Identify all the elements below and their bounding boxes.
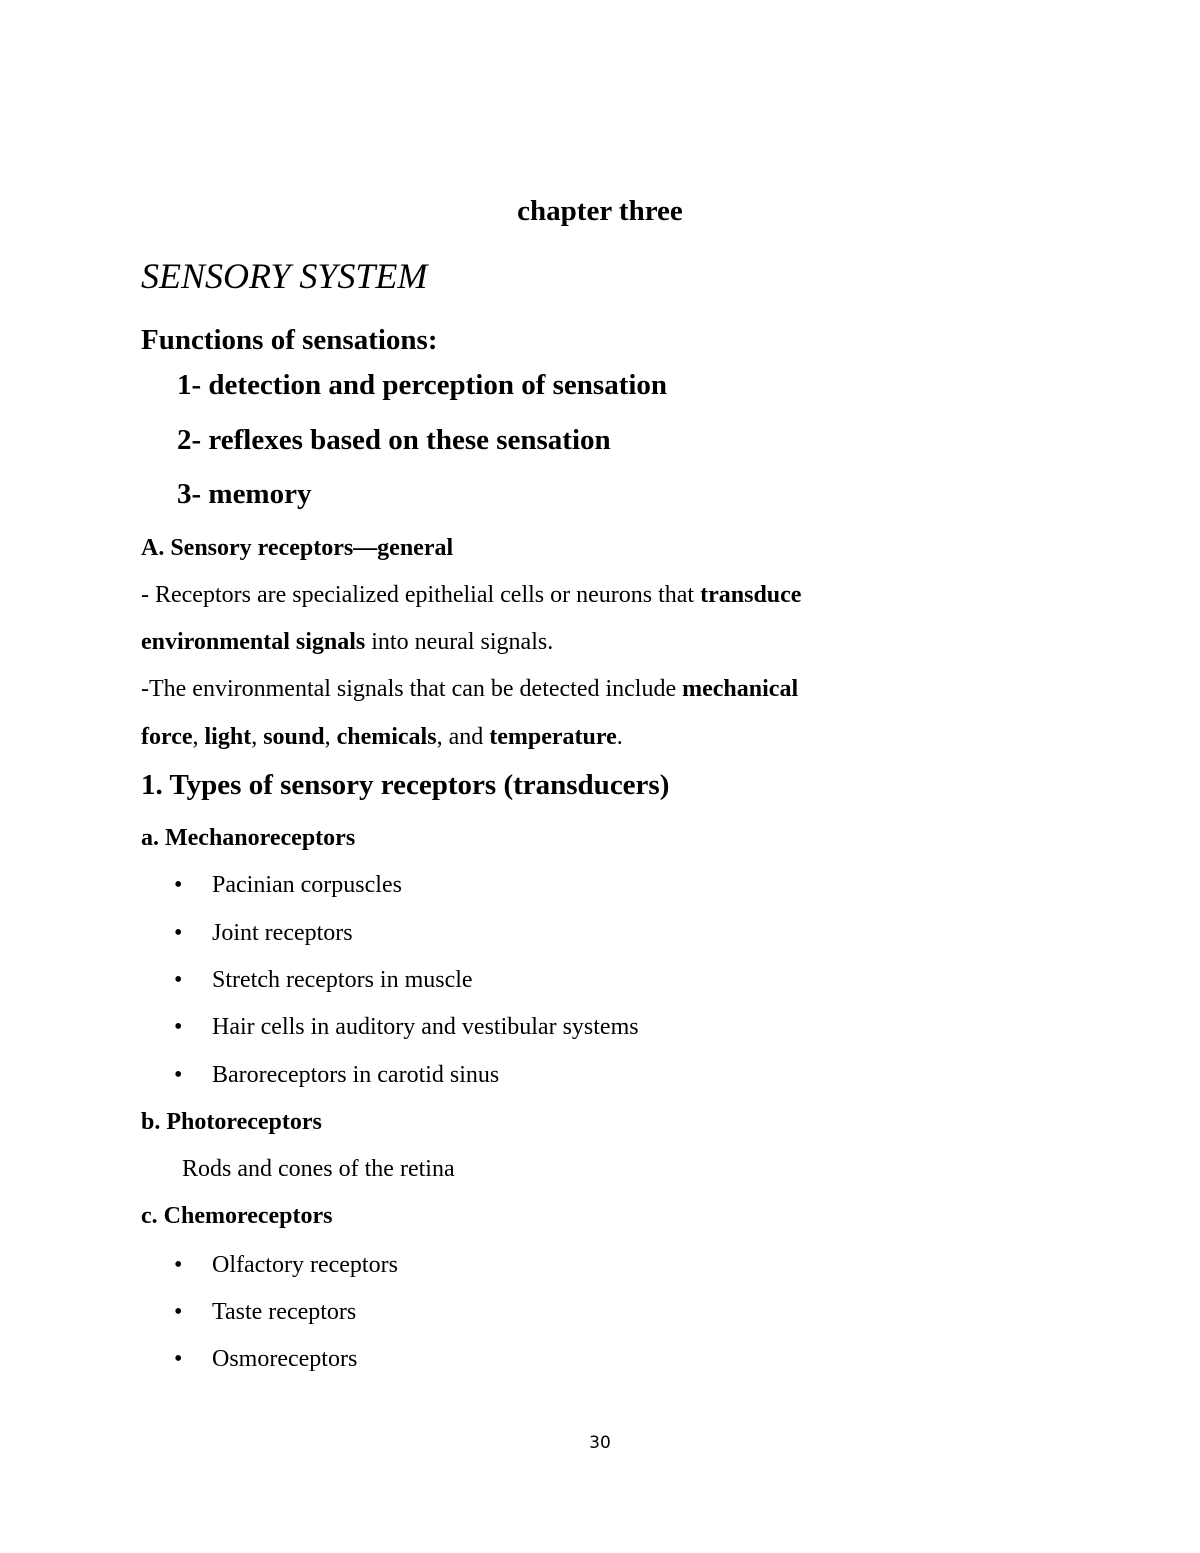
list-item-text: Baroreceptors in carotid sinus <box>212 1062 500 1088</box>
bullet-icon: • <box>174 920 183 946</box>
bold-term: temperature <box>489 724 617 750</box>
paragraph-text: into neural signals. <box>365 629 554 655</box>
bullet-icon: • <box>174 1252 183 1278</box>
section-a-heading: A. Sensory receptors—general <box>141 535 454 561</box>
bullet-icon: • <box>174 967 183 993</box>
bullet-icon: • <box>174 1014 183 1040</box>
bold-term: force <box>141 724 193 750</box>
bullet-icon: • <box>174 1346 183 1372</box>
bold-term: light <box>204 724 252 750</box>
list-item-text: Pacinian corpuscles <box>212 872 402 898</box>
bold-term: chemicals <box>336 724 437 750</box>
chemoreceptors-heading: c. Chemoreceptors <box>141 1203 333 1229</box>
page-title: SENSORY SYSTEM <box>141 256 428 296</box>
function-item: 1- detection and perception of sensation <box>177 369 668 401</box>
separator: , <box>192 724 205 750</box>
receptors-paragraph-line-1 <box>141 583 801 607</box>
functions-heading: Functions of sensations: <box>141 324 438 356</box>
signals-paragraph-line-2 <box>141 725 623 749</box>
separator: , <box>251 724 264 750</box>
types-heading: 1. Types of sensory receptors (transducers) <box>141 769 670 801</box>
photoreceptors-heading: b. Photoreceptors <box>141 1109 322 1135</box>
separator: , <box>324 724 337 750</box>
separator: , and <box>436 724 490 750</box>
list-item-text: Stretch receptors in muscle <box>212 967 473 993</box>
list-item-text: Joint receptors <box>212 920 353 946</box>
signals-paragraph-line-1 <box>141 677 798 701</box>
bold-term: transduce <box>700 582 802 608</box>
bullet-icon: • <box>174 1062 183 1088</box>
paragraph-text: -The environmental signals that can be detected include <box>141 676 683 702</box>
page-number: 30 <box>589 1433 611 1453</box>
list-item-text: Osmoreceptors <box>212 1346 358 1372</box>
mechanoreceptors-heading: a. Mechanoreceptors <box>141 825 356 851</box>
receptors-paragraph-line-2 <box>141 630 553 654</box>
separator: . <box>616 724 623 750</box>
list-item-text: Olfactory receptors <box>212 1252 398 1278</box>
list-item-text: Taste receptors <box>212 1299 357 1325</box>
bold-term: environmental signals <box>141 629 366 655</box>
bullet-icon: • <box>174 872 183 898</box>
function-item: 3- memory <box>177 478 312 510</box>
bold-term: mechanical <box>682 676 799 702</box>
function-item: 2- reflexes based on these sensation <box>177 424 611 456</box>
bold-term: sound <box>263 724 325 750</box>
list-item-text: Hair cells in auditory and vestibular systems <box>212 1014 639 1040</box>
photoreceptors-text: Rods and cones of the retina <box>182 1156 455 1182</box>
chapter-label: chapter three <box>517 195 683 227</box>
bullet-icon: • <box>174 1299 183 1325</box>
paragraph-text: - Receptors are specialized epithelial cells or neurons that <box>141 582 701 608</box>
